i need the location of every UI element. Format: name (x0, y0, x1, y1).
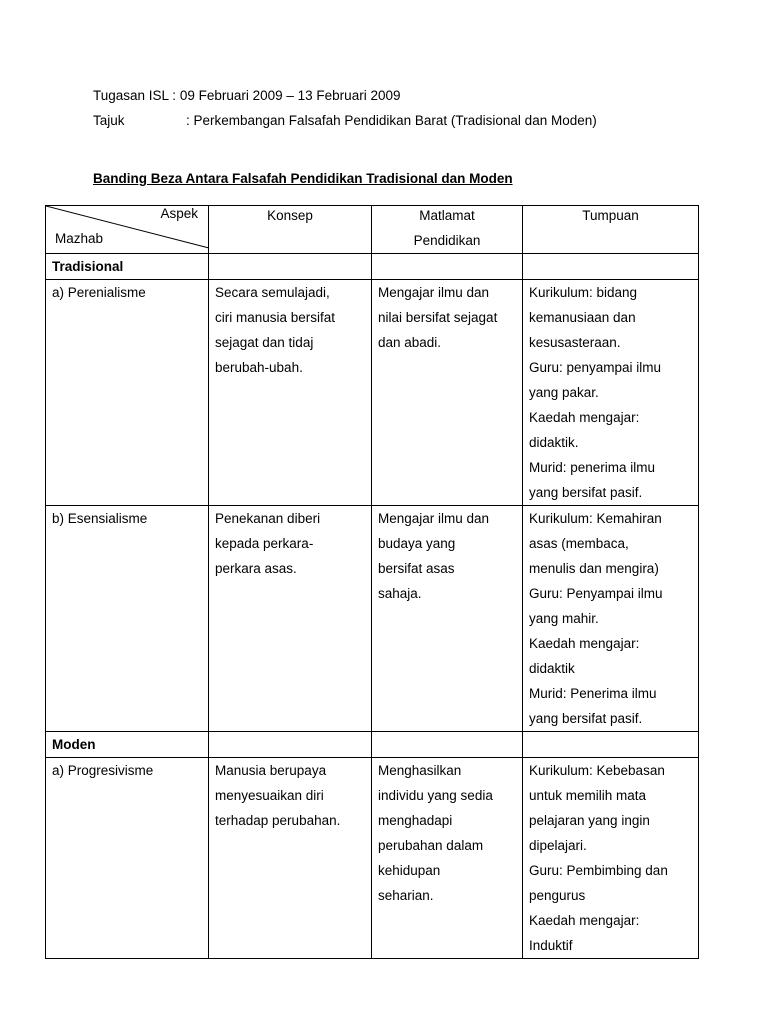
mazhab-cell: b) Esensialisme (46, 506, 209, 732)
section-title: Tradisional (46, 254, 209, 280)
section-title: Moden (46, 732, 209, 758)
corner-header-cell (46, 206, 209, 254)
assignment-dates: 09 Februari 2009 – 13 Februari 2009 (179, 88, 401, 103)
mazhab-label: Mazhab (55, 231, 104, 246)
assignment-line (93, 87, 400, 105)
assignment-label: Tugasan ISL : (93, 88, 177, 103)
matlamat-cell: Menghasilkan individu yang sedia menghadapi perubahan dalam kehidupan seharian. (372, 758, 523, 959)
konsep-cell: Secara semulajadi, ciri manusia bersifat sejagat dan tidaj berubah-ubah. (209, 280, 372, 506)
topic-line (93, 112, 597, 130)
matlamat-cell: Mengajar ilmu dan budaya yang bersifat asas sahaja. (372, 506, 523, 732)
column-header-tumpuan: Tumpuan (523, 206, 699, 254)
mazhab-cell: a) Progresivisme (46, 758, 209, 959)
tumpuan-cell: Kurikulum: Kemahiran asas (membaca, menulis dan mengira) Guru: Penyampai ilmu yang mahir. Kaedah mengajar: didaktik Murid: Penerima ilmu yang bersifat pasif. (523, 506, 699, 732)
table-row (46, 280, 699, 506)
tumpuan-cell: Kurikulum: Kebebasan untuk memilih mata pelajaran yang ingin dipelajari. Guru: Pembimbing dan pengurus Kaedah mengajar: Induktif (523, 758, 699, 959)
table-row (46, 758, 699, 959)
matlamat-cell: Mengajar ilmu dan nilai bersifat sejagat dan abadi. (372, 280, 523, 506)
mazhab-cell: a) Perenialisme (46, 280, 209, 506)
section-row-moden (46, 732, 699, 758)
table-header-row (46, 206, 699, 254)
topic-value: : Perkembangan Falsafah Pendidikan Barat (Tradisional dan Moden) (186, 113, 597, 128)
topic-label: Tajuk (93, 113, 125, 128)
section-row-tradisional (46, 254, 699, 280)
column-header-konsep: Konsep (209, 206, 372, 254)
konsep-cell: Penekanan diberi kepada perkara- perkara asas. (209, 506, 372, 732)
column-header-matlamat: Matlamat Pendidikan (372, 206, 523, 254)
aspect-label: Aspek (160, 206, 198, 221)
tumpuan-cell: Kurikulum: bidang kemanusiaan dan kesusasteraan. Guru: penyampai ilmu yang pakar. Kaedah mengajar: didaktik. Murid: penerima ilmu yang bersifat pasif. (523, 280, 699, 506)
konsep-cell: Manusia berupaya menyesuaikan diri terhadap perubahan. (209, 758, 372, 959)
document-title: Banding Beza Antara Falsafah Pendidikan Tradisional dan Moden (93, 171, 513, 186)
comparison-table (45, 205, 699, 959)
table-row (46, 506, 699, 732)
